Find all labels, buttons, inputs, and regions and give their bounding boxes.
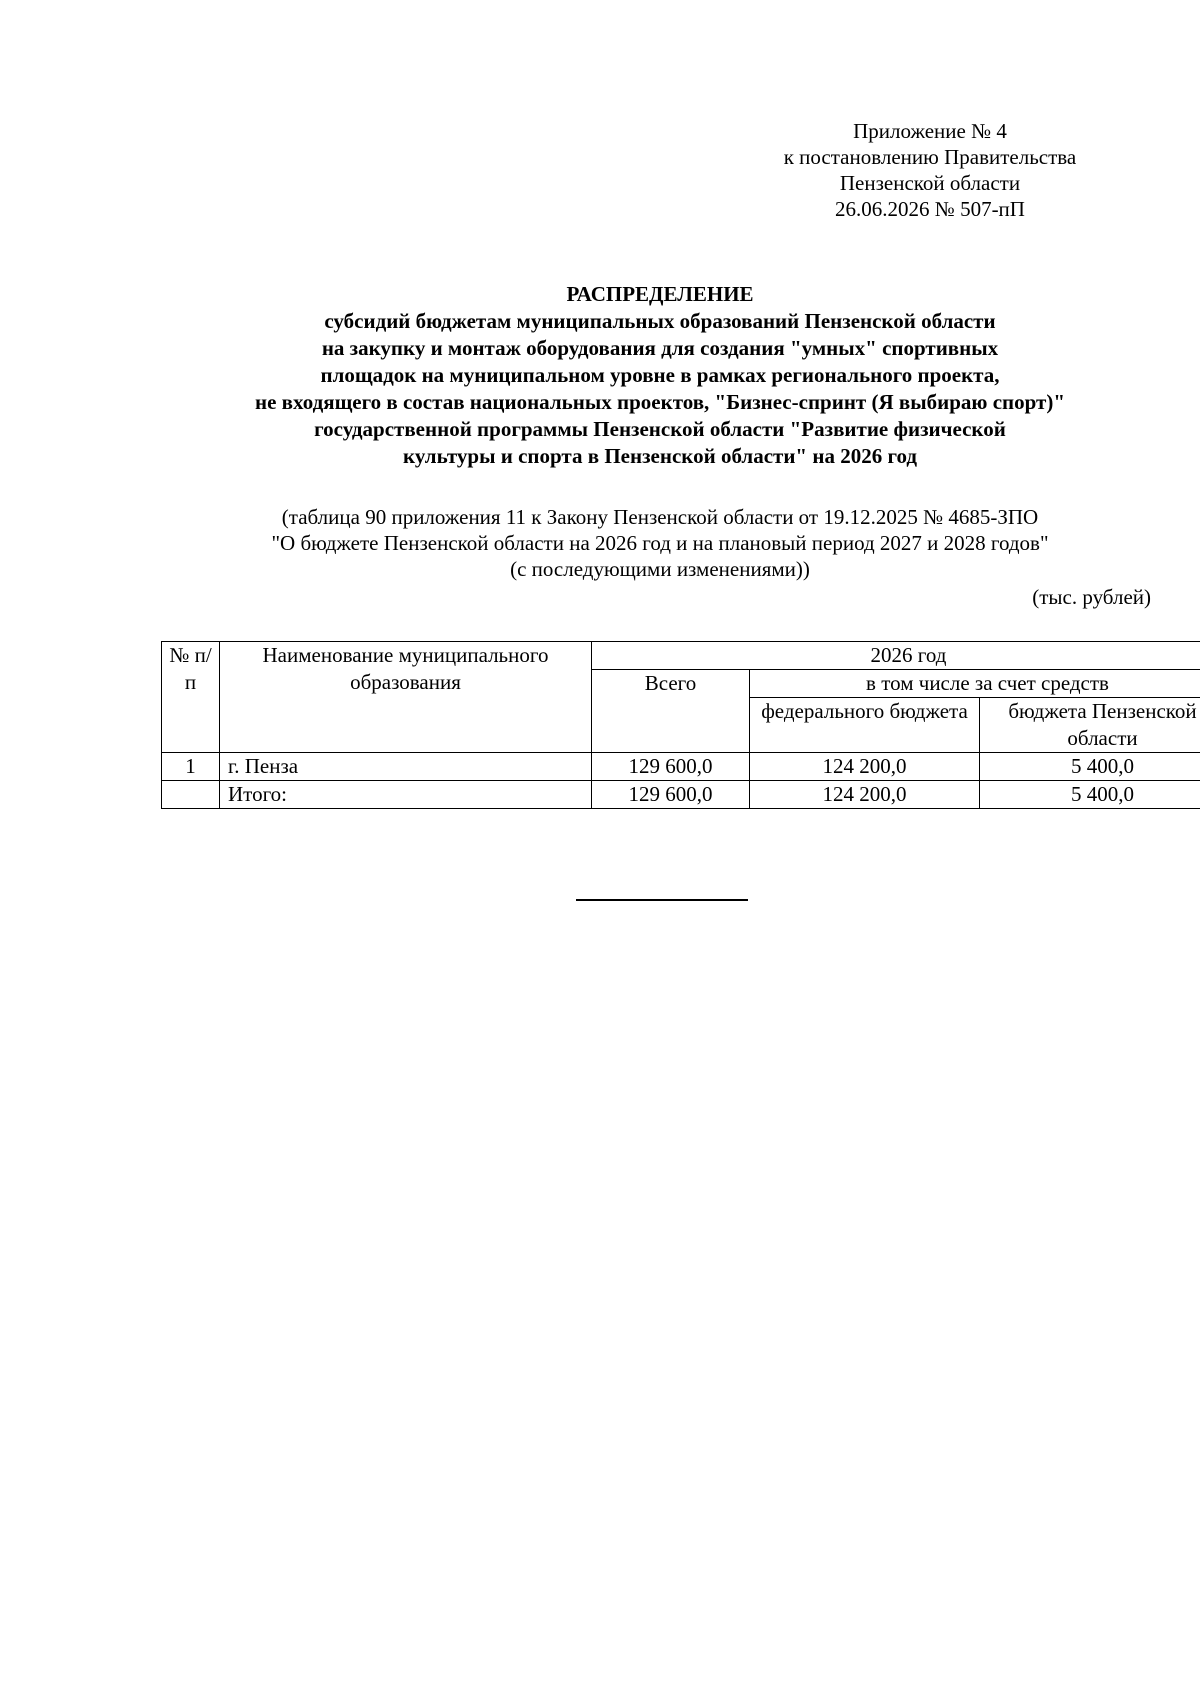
table-total-row <box>162 781 1200 809</box>
title-line: не входящего в состав национальных проектов, "Бизнес-спринт (Я выбираю спорт)" <box>254 390 1066 414</box>
cell-regional: 5 400,0 <box>980 753 1200 781</box>
header-total: Всего <box>592 670 750 753</box>
source-reference <box>130 504 1190 582</box>
appendix-date-number: 26.06.2026 № 507-пП <box>835 197 1025 221</box>
table-header-row <box>162 642 1200 670</box>
header-including: в том числе за счет средств <box>750 670 1200 698</box>
appendix-block <box>740 118 1120 222</box>
cell-num <box>162 781 220 809</box>
cell-federal: 124 200,0 <box>750 753 980 781</box>
cell-num: 1 <box>162 753 220 781</box>
title-heading: РАСПРЕДЕЛЕНИЕ <box>566 282 754 306</box>
units-label: (тыс. рублей) <box>1032 585 1151 609</box>
source-line: (таблица 90 приложения 11 к Закону Пензенской области от 19.12.2025 № 4685-ЗПО <box>281 505 1039 529</box>
closing-divider <box>576 899 748 901</box>
title-line: государственной программы Пензенской области "Развитие физической <box>314 417 1006 441</box>
header-year: 2026 год <box>592 642 1200 670</box>
appendix-reference: к постановлению Правительства <box>783 145 1077 169</box>
document-title <box>130 281 1190 470</box>
source-line: "О бюджете Пензенской области на 2026 год и на плановый период 2027 и 2028 годов" <box>271 531 1049 555</box>
appendix-region: Пензенской области <box>839 171 1021 195</box>
cell-total: 129 600,0 <box>592 753 750 781</box>
title-line: субсидий бюджетам муниципальных образований Пензенской области <box>324 309 996 333</box>
source-line: (с последующими изменениями)) <box>510 557 810 581</box>
title-line: площадок на муниципальном уровне в рамках регионального проекта, <box>320 363 1000 387</box>
header-num: № п/п <box>162 642 220 753</box>
title-line: на закупку и монтаж оборудования для создания "умных" спортивных <box>321 336 999 360</box>
appendix-number: Приложение № 4 <box>853 119 1007 143</box>
cell-regional: 5 400,0 <box>980 781 1200 809</box>
cell-name: Итого: <box>220 781 592 809</box>
table-row <box>162 753 1200 781</box>
distribution-table <box>161 641 1200 809</box>
cell-name: г. Пенза <box>220 753 592 781</box>
cell-total: 129 600,0 <box>592 781 750 809</box>
header-federal: федерального бюджета <box>750 698 980 753</box>
title-line: культуры и спорта в Пензенской области" на 2026 год <box>403 444 917 468</box>
header-name: Наименование муниципального образования <box>220 642 592 753</box>
cell-federal: 124 200,0 <box>750 781 980 809</box>
header-regional: бюджета Пензенской области <box>980 698 1200 753</box>
